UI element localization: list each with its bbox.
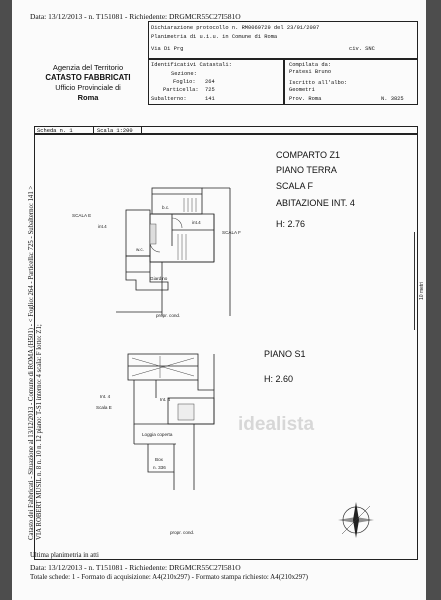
scala-e-s1-label: Scala E	[96, 405, 112, 410]
north-arrow-icon	[334, 498, 378, 542]
abitazione-label: ABITAZIONE INT. 4	[276, 198, 355, 208]
agency-line1: Agenzia del Territorio	[52, 63, 124, 72]
height-s1: H: 2.60	[264, 374, 294, 384]
register-label: Iscritto all'albo:	[289, 80, 348, 86]
identifiers-heading: Identificativi Catastali:	[151, 62, 232, 68]
prov-row	[284, 94, 418, 105]
plan-title: Planimetria di u.i.u. in Comune di Roma	[151, 34, 278, 40]
int4-s1-left-label: Int. 4	[100, 394, 111, 399]
sidebar-line2: VIA ROBERT MUSIL n. 8 n. 10 n. 12 piano: T-S1 interno: 4 scala: F lotto: Z1;	[36, 324, 43, 540]
sidebar-line1: Catasto dei Fabbricati - Situazione al 13/12/2013 - Comune di ROMA (H501) - < Foglio: 264 - Particella: 725 - Subalterno: 141 >	[28, 185, 35, 540]
scala-e-label: SCALA E	[72, 213, 92, 218]
int4-s1-mid-label: Int. 4	[160, 397, 171, 402]
int4-mid-label: int.4	[192, 220, 201, 225]
compiler-label: Compilata da:	[289, 62, 332, 68]
box-label: Box	[155, 457, 163, 462]
civic-text: civ. SNC	[349, 46, 375, 52]
top-request-line: Data: 13/12/2013 - n. T151081 - Richiedente: DRGMCR55C27I581O	[30, 12, 241, 21]
giardino-label: Giardino	[150, 276, 168, 281]
sheet-header-bar	[34, 126, 418, 134]
scala-f-label: SCALA F	[222, 230, 241, 235]
foglio-label: Foglio:	[173, 79, 196, 85]
agency-line4: Roma	[77, 93, 99, 102]
propr-cond-bottom-label: propr. cond.	[170, 530, 195, 535]
cadastral-sheet	[12, 0, 426, 600]
sheet-scale: Scala 1:200	[97, 128, 133, 134]
scala-label: SCALA F	[276, 181, 314, 191]
sidebar-situation-text	[28, 186, 44, 540]
ruler-divider	[93, 127, 94, 134]
address-text: Via Di Prg	[151, 46, 184, 52]
sezione-label: Sezione:	[171, 71, 197, 77]
last-plan-note: Ultima planimetria in atti	[30, 552, 99, 559]
agency-line2: CATASTO FABBRICATI	[45, 73, 131, 82]
ground-floor-plan	[112, 186, 242, 320]
subalterno-value: 141	[205, 96, 215, 102]
foglio-value: 264	[205, 79, 215, 85]
basement-floor-plan	[120, 352, 230, 494]
propr-cond-top-label: propr. cond.	[156, 313, 181, 318]
piano-terra-label: PIANO TERRA	[276, 165, 337, 175]
watermark-logo: idealista	[238, 414, 315, 435]
particella-value: 725	[205, 87, 215, 93]
box-number-label: n. 336	[153, 465, 166, 470]
agency-block	[34, 29, 142, 102]
wc-label: w.c.	[136, 247, 144, 252]
prov-text: Prov. Roma	[289, 96, 322, 102]
agency-line3: Ufficio Provinciale di	[55, 83, 121, 92]
int4-left-label: int.4	[98, 224, 107, 229]
particella-label: Particella:	[163, 87, 199, 93]
height-terra: H: 2.76	[276, 219, 306, 229]
comparto-label: COMPARTO Z1	[276, 150, 341, 160]
compiler-name: Pratesi Bruno	[289, 69, 332, 75]
sheet-number: Scheda n. 1	[37, 128, 73, 134]
bc-label: b.c.	[162, 205, 170, 210]
piano-s1-label: PIANO S1	[264, 349, 306, 359]
protocol-text: Dichiarazione protocollo n. RM0069729 del 23/01/2007	[151, 25, 320, 31]
declaration-box	[148, 21, 418, 59]
scale-bar-label: 10 metri	[419, 281, 425, 300]
bottom-format-line: Totale schede: 1 - Formato di acquisizione: A4(210x297) - Formato stampa richiesto: A4(210x297)	[30, 573, 308, 581]
subalterno-row	[148, 94, 284, 105]
loggia-label: Loggia coperta	[142, 432, 173, 437]
register-value: Geometri	[289, 87, 315, 93]
subalterno-label: Subalterno:	[151, 96, 187, 102]
bottom-request-line: Data: 13/12/2013 - n. T151081 - Richiedente: DRGMCR55C27I581O	[30, 563, 241, 572]
ruler-divider	[141, 127, 142, 134]
registration-number: N. 3825	[381, 96, 404, 102]
scale-bar	[414, 232, 415, 330]
